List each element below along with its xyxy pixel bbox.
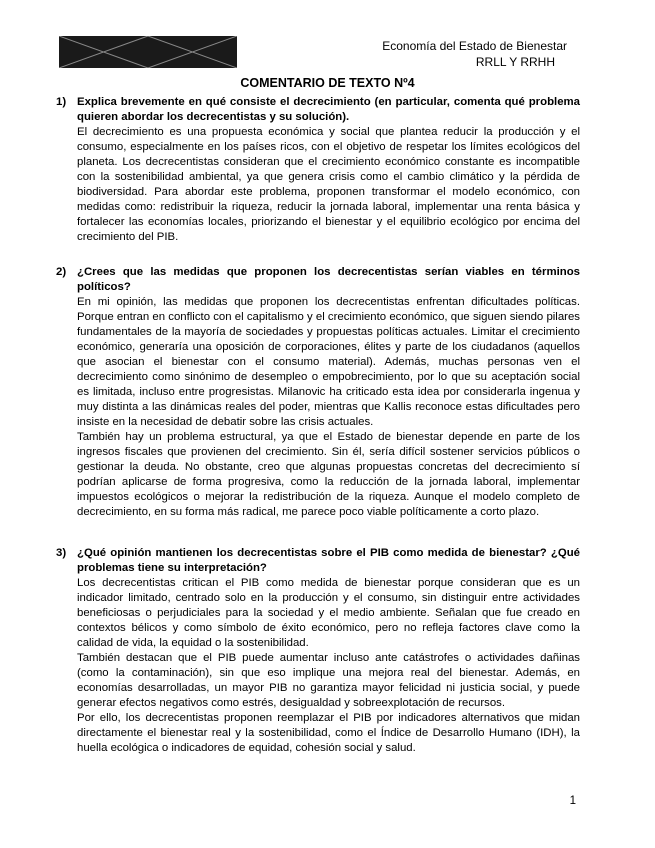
answer-paragraph: En mi opinión, las medidas que proponen los decrecentistas enfrentan dificultades políticas. Porque entran en conflicto con el capitalismo y el crecimiento económico, que siguen siendo pilares fundamentales de la mayoría de sociedades y propuestas políticas actuales. Limitar el crecimiento económico, generaría una oposición de corporaciones, élites y parte de los ciudadanos (aquellos que asocian el bienestar con el consumo material). Además, muchas personas ven el decrecimiento como sinónimo de desempleo o empobrecimiento, por lo que su aceptación social es limitada, incluso entre progresistas. Milanovic ha criticado esta idea por considerarla ingenua y muy distinta a las dinámicas reales del poder, mientras que Kallis reconoce estas dificultades pero insiste en la necesidad de debatir sobre las crisis actuales.	[77, 296, 580, 428]
question-heading	[56, 95, 580, 125]
answer-paragraph: También hay un problema estructural, ya que el Estado de bienestar depende en parte de los ingresos fiscales que provienen del crecimiento. Sin él, sería difícil sostener servicios públicos o gestionar la deuda. No obstante, creo que algunas propuestas concretas del decrecimiento sí podrían aplicarse de forma progresiva, como la reducción de la jornada laboral, implementar impuestos ecológicos o mejorar la redistribución de la riqueza. Aunque el modelo completo de decrecimiento, en su forma más radical, me parece poco viable políticamente a corto plazo.	[77, 431, 580, 518]
document-title: COMENTARIO DE TEXTO Nº4	[240, 76, 415, 90]
question-number: 3)	[56, 547, 67, 559]
answer-paragraph: Los decrecentistas critican el PIB como medida de bienestar porque consideran que es un indicador limitado, centrado solo en la producción y el consumo, sin distinguir entre actividades beneficiosas o perjudiciales para la sociedad y el medio ambiente. Señalan que fue creado en contextos bélicos y como símbolo de éxito económico, pero no refleja factores clave como la calidad de vida, la equidad o la sostenibilidad.	[77, 577, 580, 649]
question-text: ¿Qué opinión mantienen los decrecentistas sobre el PIB como medida de bienestar? ¿Qué problemas tiene su interpretación?	[77, 547, 580, 574]
page-header	[382, 38, 567, 70]
question-section-1	[56, 95, 580, 245]
question-section-3	[56, 546, 580, 756]
answer-paragraph: El decrecimiento es una propuesta económica y social que plantea reducir la producción y el consumo, especialmente en los países ricos, con el objetivo de respetar los límites ecológicos del planeta. Los decrecentistas consideran que el crecimiento económico constante es incompatible con la sostenibilidad ambiental, ya que genera crisis como el cambio climático y la pérdida de biodiversidad. Para abordar este problema, proponen transformar el modelo económico, con medidas como: redistribuir la riqueza, reducir la jornada laboral, implementar una renta básica y fortalecer las economías locales, priorizando el bienestar y el equilibrio ecológico por encima del crecimiento del PIB.	[77, 126, 580, 243]
page-number: 1	[569, 795, 576, 807]
question-heading	[56, 546, 580, 576]
question-section-2	[56, 265, 580, 520]
question-number: 2)	[56, 266, 67, 278]
question-text: Explica brevemente en qué consiste el decrecimiento (en particular, comenta qué problema quieren abordar los decrecentistas y su solución).	[77, 96, 580, 123]
header-degree: RRLL Y RRHH	[475, 55, 555, 69]
header-course: Economía del Estado de Bienestar	[382, 39, 567, 53]
question-heading	[56, 265, 580, 295]
crossed-box-icon	[59, 36, 237, 68]
question-text: ¿Crees que las medidas que proponen los decrecentistas serían viables en términos políticos?	[77, 266, 580, 293]
answer-paragraph: También destacan que el PIB puede aumentar incluso ante catástrofes o actividades dañinas (como la contaminación), sin que eso implique una mejora real del bienestar. Además, en economías desarrolladas, un mayor PIB no garantiza mayor felicidad ni justicia social, y puede generar efectos negativos como estrés, desigualdad y sobreexplotación de recursos.	[77, 652, 580, 709]
redacted-logo	[59, 36, 237, 68]
question-number: 1)	[56, 96, 67, 108]
answer-paragraph: Por ello, los decrecentistas proponen reemplazar el PIB por indicadores alternativos que midan directamente el bienestar real y la sostenibilidad, como el Índice de Desarrollo Humano (IDH), la huella ecológica o indicadores de equidad, cohesión social y salud.	[77, 712, 580, 754]
